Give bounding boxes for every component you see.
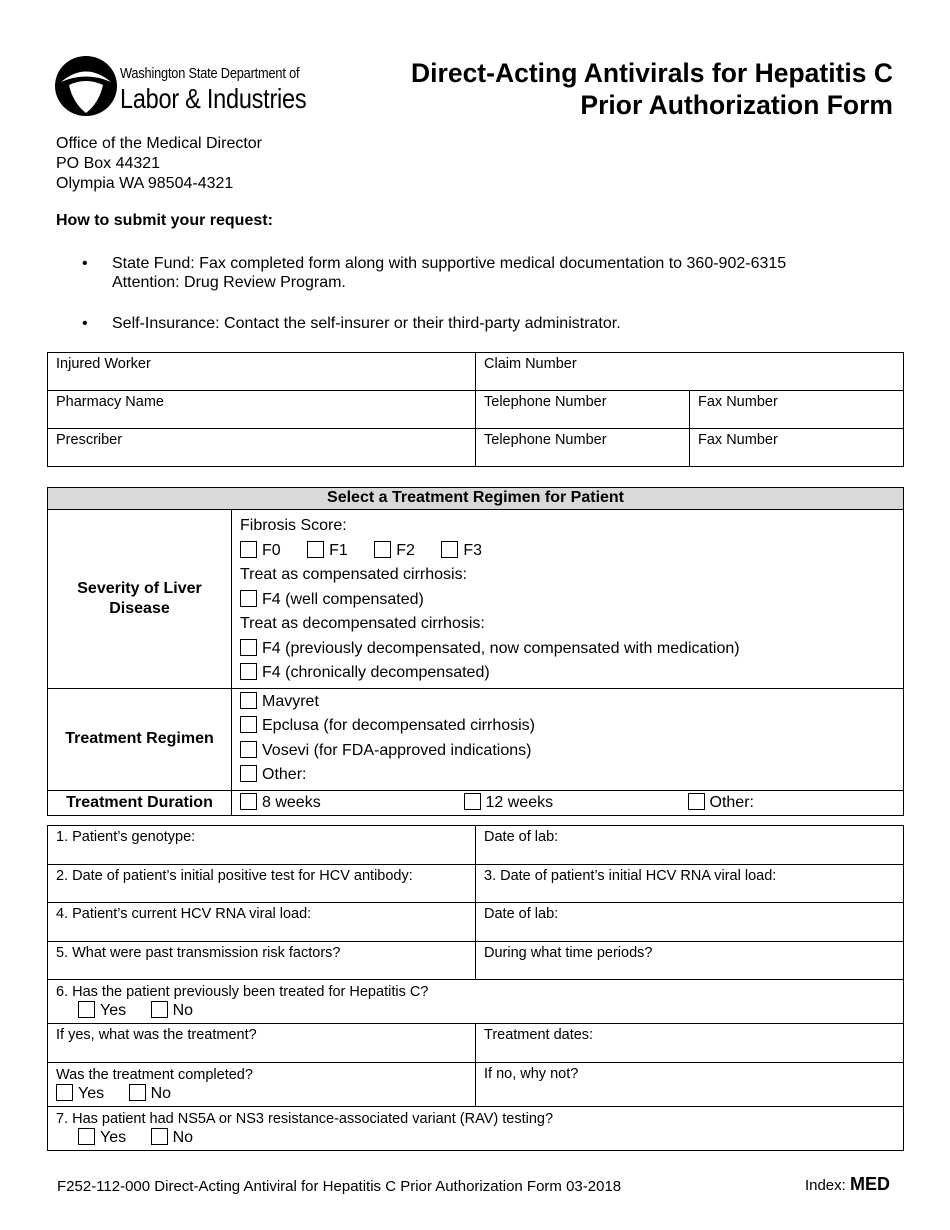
initial-viral-load-date-field[interactable]: 3. Date of patient’s initial HCV RNA viral load: (476, 864, 904, 903)
rav-testing-label: 7. Has patient had NS5A or NS3 resistance-associated variant (RAV) testing? (56, 1110, 554, 1127)
f4-previously-decompensated-label: F4 (previously decompensated, now compensated with medication) (262, 639, 740, 657)
prescriber-field[interactable]: Prescriber (48, 429, 476, 467)
treatment-dates-field[interactable]: Treatment dates: (476, 1024, 904, 1063)
submit-instructions (82, 254, 872, 355)
agency-name-line2: Labor & Industries (120, 83, 307, 114)
index-code (805, 1174, 890, 1195)
duration-other-cell (680, 790, 904, 815)
duration-12-weeks-label: 12 weeks (485, 794, 554, 811)
fibrosis-f3-label: F3 (463, 541, 483, 559)
treatment-completed-no-label: No (150, 1084, 172, 1102)
bullet-state-fund (82, 254, 872, 292)
injured-worker-field[interactable]: Injured Worker (48, 353, 476, 391)
prescriber-phone-field[interactable]: Telephone Number (476, 429, 690, 467)
regimen-other-checkbox[interactable] (240, 765, 257, 782)
duration-12-weeks-checkbox[interactable] (464, 793, 481, 810)
fibrosis-options (240, 539, 895, 564)
fibrosis-f1-checkbox[interactable] (307, 541, 324, 558)
title-line1: Direct-Acting Antivirals for Hepatitis C (411, 58, 893, 88)
fibrosis-label: Fibrosis Score: (240, 517, 347, 534)
duration-other-label: Other: (709, 794, 754, 811)
treatment-completed-no-checkbox[interactable] (129, 1084, 146, 1101)
treatment-completed-yes-checkbox[interactable] (56, 1084, 73, 1101)
f4-chronically-decompensated-checkbox[interactable] (240, 663, 257, 680)
severity-label: Severity of Liver Disease (48, 510, 232, 689)
rav-testing-no-label: No (172, 1128, 194, 1146)
why-not-completed-field[interactable]: If no, why not? (476, 1062, 904, 1106)
vosevi-label: Vosevi (for FDA-approved indications) (262, 741, 532, 759)
patient-history-table (47, 825, 904, 1151)
duration-8-weeks-checkbox[interactable] (240, 793, 257, 810)
prescriber-fax-field[interactable]: Fax Number (690, 429, 904, 467)
risk-factors-field[interactable]: 5. What were past transmission risk factors? (48, 941, 476, 980)
agency-logo-icon (55, 55, 117, 117)
bullet-self-insurance-text: • Self-Insurance: Contact the self-insurer or their third-party administrator. (112, 315, 621, 332)
address-line3: Olympia WA 98504-4321 (56, 175, 234, 192)
pharmacy-phone-field[interactable]: Telephone Number (476, 391, 690, 429)
duration-other-checkbox[interactable] (688, 793, 705, 810)
previous-treatment-label: 6. Has the patient previously been treated for Hepatitis C? (56, 984, 429, 1000)
treatment-completed-question (48, 1062, 476, 1106)
rav-testing-no-checkbox[interactable] (151, 1128, 168, 1145)
treatment-completed-label: Was the treatment completed? (56, 1066, 253, 1083)
regimen-table-header: Select a Treatment Regimen for Patient (48, 488, 904, 510)
address-line2: PO Box 44321 (56, 155, 161, 172)
previous-treatment-no-label: No (172, 1002, 194, 1019)
page-title (411, 57, 893, 121)
duration-label: Treatment Duration (48, 790, 232, 815)
rav-testing-yes-label: Yes (100, 1128, 127, 1146)
rav-testing-question (48, 1106, 904, 1150)
fibrosis-f2-label: F2 (396, 541, 415, 559)
form-id: F252-112-000 Direct-Acting Antiviral for Hepatitis C Prior Authorization Form 03-2018 (57, 1178, 622, 1195)
previous-treatment-no-checkbox[interactable] (151, 1001, 168, 1018)
agency-logo (55, 55, 325, 117)
previous-treatment-options (56, 1001, 895, 1020)
mailing-address (56, 134, 262, 194)
previous-treatment-yes-checkbox[interactable] (78, 1001, 95, 1018)
duration-8-weeks-label: 8 weeks (262, 794, 321, 811)
treatment-completed-options (56, 1084, 467, 1103)
previous-treatment-field[interactable]: If yes, what was the treatment? (48, 1024, 476, 1063)
risk-periods-field[interactable]: During what time periods? (476, 941, 904, 980)
pharmacy-name-field[interactable]: Pharmacy Name (48, 391, 476, 429)
mavyret-checkbox[interactable] (240, 692, 257, 709)
vosevi-checkbox[interactable] (240, 741, 257, 758)
bullet-state-fund-line2: Attention: Drug Review Program. (112, 274, 346, 291)
index-label: Index: (804, 1177, 846, 1194)
submit-heading: How to submit your request: (56, 212, 273, 229)
treatment-regimen-table (47, 487, 904, 816)
antibody-test-date-field[interactable]: 2. Date of patient’s initial positive test for HCV antibody: (48, 864, 476, 903)
fibrosis-f0-label: F0 (262, 541, 281, 559)
genotype-field[interactable]: 1. Patient’s genotype: (48, 826, 476, 865)
regimen-options (232, 688, 904, 790)
duration-8-weeks-cell (232, 790, 456, 815)
rav-testing-options (56, 1128, 895, 1147)
fibrosis-f2-checkbox[interactable] (374, 541, 391, 558)
current-viral-load-field[interactable]: 4. Patient’s current HCV RNA viral load: (48, 903, 476, 942)
f4-chronically-decompensated-label: F4 (chronically decompensated) (262, 664, 490, 681)
fibrosis-f1-label: F1 (329, 541, 348, 559)
f4-compensated-label: F4 (well compensated) (262, 590, 424, 608)
pharmacy-fax-field[interactable]: Fax Number (690, 391, 904, 429)
claimant-info-table (47, 352, 904, 467)
claim-number-field[interactable]: Claim Number (476, 353, 904, 391)
agency-name-line1: Washington State Department of (120, 66, 300, 82)
fibrosis-f3-checkbox[interactable] (441, 541, 458, 558)
regimen-label: Treatment Regimen (48, 688, 232, 790)
viral-load-lab-date-field[interactable]: Date of lab: (476, 903, 904, 942)
decompensated-label: Treat as decompensated cirrhosis: (240, 615, 485, 632)
address-line1: Office of the Medical Director (56, 135, 263, 152)
compensated-label: Treat as compensated cirrhosis: (240, 566, 468, 583)
f4-previously-decompensated-checkbox[interactable] (240, 639, 257, 656)
genotype-lab-date-field[interactable]: Date of lab: (476, 826, 904, 865)
previous-treatment-question (48, 980, 904, 1024)
epclusa-checkbox[interactable] (240, 716, 257, 733)
regimen-other-label: Other: (262, 766, 307, 783)
mavyret-label: Mavyret (262, 692, 319, 710)
severity-options (232, 510, 904, 689)
epclusa-label: Epclusa (for decompensated cirrhosis) (262, 717, 536, 734)
fibrosis-f0-checkbox[interactable] (240, 541, 257, 558)
bullet-state-fund-line1: • State Fund: Fax completed form along with supportive medical documentation to 360-902-6315 (112, 255, 787, 272)
index-value: MED (850, 1174, 890, 1194)
duration-12-weeks-cell (456, 790, 680, 815)
bullet-self-insurance (82, 314, 872, 333)
f4-compensated-checkbox[interactable] (240, 590, 257, 607)
treatment-completed-yes-label: Yes (78, 1084, 105, 1102)
rav-testing-yes-checkbox[interactable] (78, 1128, 95, 1145)
previous-treatment-yes-label: Yes (100, 1002, 127, 1019)
title-line2: Prior Authorization Form (580, 90, 893, 120)
